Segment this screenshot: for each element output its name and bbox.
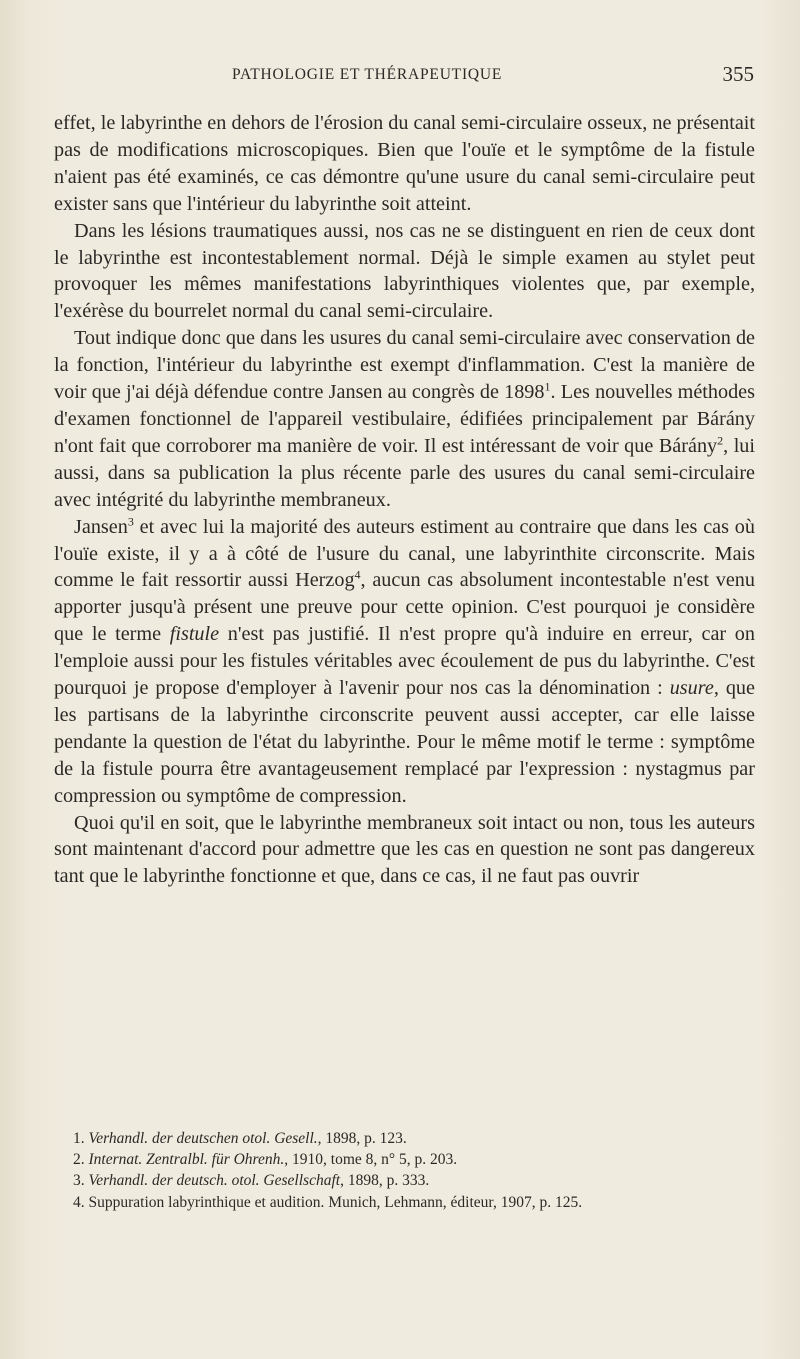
paragraph-2: Dans les lésions traumatiques aussi, nos cas ne se distinguent en rien de ceux dont le labyrinthe est incontestablement normal. Déjà le simple examen au stylet peut provoquer les mêmes manifestations labyrinthiques violentes que, par exemple, l'exérèse du bourrelet normal du canal semi-circulaire. [54, 219, 755, 323]
page-header [54, 62, 754, 92]
footnote-detail: , 1898, p. 123. [317, 1130, 407, 1147]
footnotes [54, 1128, 755, 1213]
term-usure: usure [669, 677, 714, 700]
paragraph-4-text-a: Jansen [74, 515, 128, 538]
footnote-source: Internat. Zentralbl. für Ohrenh. [88, 1151, 285, 1169]
footnote-4 [54, 1192, 755, 1213]
page-number: 355 [722, 62, 754, 86]
footnote-ref-3: 3 [127, 513, 134, 528]
paragraph-5: Quoi qu'il en soit, que le labyrinthe membraneux soit intact ou non, tous les auteurs sont maintenant d'accord pour admettre que les cas en question ne sont pas dangereux tant que le labyrinthe fonctionne et que, dans ce cas, il ne faut pas ouvrir [54, 811, 755, 888]
footnote-ref-2: 2 [717, 433, 724, 448]
paragraph-4-text-c: , aucun cas absolument incontestable n'est venu apporter jusqu'à présent une preuve pour cette opinion. C'est pourquoi je considère que le terme [54, 569, 755, 646]
footnote-3 [54, 1170, 755, 1191]
paragraph-4 [54, 514, 755, 810]
footnote-ref-4: 4 [354, 567, 361, 582]
paragraph-3-text-a: Tout indique donc que dans les usures du canal semi-circulaire avec conservation de la fonction, l'intérieur du labyrinthe est exempt d'inflammation. C'est la manière de voir que j'ai déjà défendue contre Jansen au congrès de 1898 [54, 327, 755, 404]
footnote-source: Verhandl. der deutsch. otol. Gesellschaft [88, 1172, 341, 1190]
term-fistule: fistule [169, 623, 220, 646]
paragraph-3 [54, 325, 755, 513]
footnote-ref-1: 1 [544, 379, 551, 394]
footnote-number: 3. [73, 1172, 85, 1190]
footnote-detail: Suppuration labyrinthique et audition. Munich, Lehmann, éditeur, 1907, p. 125. [88, 1193, 583, 1211]
paragraph-4-text-e: , que les partisans de la labyrinthe circonscrite peuvent aussi accepter, car elle laisse pendante la question de l'état du labyrinthe. Pour le même motif le terme : symptôme de la fistule pourra être avantageusement remplacé par l'expression : nystagmus par compression ou symptôme de compression. [54, 677, 755, 807]
footnote-2 [54, 1149, 755, 1170]
paragraph-4-text-d: n'est pas justifié. Il n'est propre qu'à induire en erreur, car on l'emploie aussi pour les fistules véritables avec écoulement de pus du labyrinthe. C'est pourquoi je propose d'employer à l'avenir pour nos cas la dénomination : [54, 623, 755, 700]
paragraph-3-text-c: , lui aussi, dans sa publication la plus récente parle des usures du canal semi-circulaire avec intégrité du labyrinthe membraneux. [54, 434, 756, 511]
footnote-number: 4. [73, 1193, 85, 1211]
paragraph-3-text-b: . Les nouvelles méthodes d'examen fonctionnel de l'appareil vestibulaire, édifiées principalement par Bárány n'ont fait que corroborer ma manière de voir. Il est intéressant de voir que Bárány [54, 381, 755, 457]
paragraph-4-text-b: et avec lui la majorité des auteurs estiment au contraire que dans les cas où l'ouïe existe, il y a à côté de l'usure du canal, une labyrinthite circonscrite. Mais comme le fait ressortir aussi Herzog [54, 515, 755, 592]
footnote-detail: , 1910, tome 8, n° 5, p. 203. [284, 1151, 458, 1169]
paragraph-1: effet, le labyrinthe en dehors de l'érosion du canal semi-circulaire osseux, ne présentait pas de modifications microscopiques. Bien que l'ouïe et le symptôme de la fistule n'aient pas été examinés, ce cas démontre qu'une usure du canal semi-circulaire peut exister sans que l'intérieur du labyrinthe soit atteint. [54, 112, 755, 215]
footnote-number: 1. [73, 1130, 85, 1147]
footnote-number: 2. [73, 1151, 85, 1169]
main-text [54, 110, 755, 890]
running-head: PATHOLOGIE ET THÉRAPEUTIQUE [232, 66, 503, 83]
footnote-source: Verhandl. der deutschen otol. Gesell. [88, 1130, 318, 1147]
footnote-detail: , 1898, p. 333. [340, 1172, 430, 1190]
footnote-1 [54, 1128, 755, 1149]
